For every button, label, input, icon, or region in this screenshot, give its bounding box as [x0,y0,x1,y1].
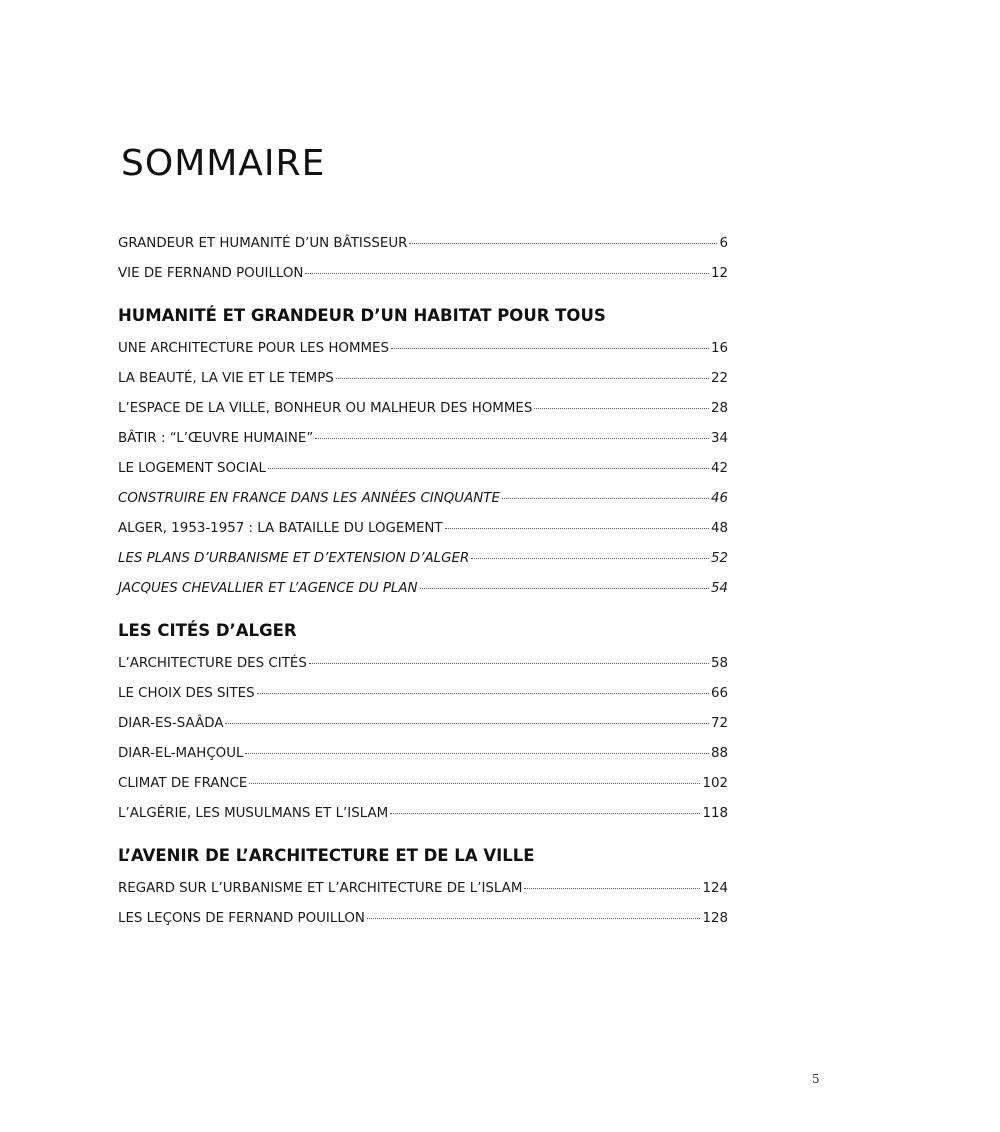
toc-entry-title: CONSTRUIRE EN FRANCE DANS LES ANNÉES CINQUANTE [118,491,500,506]
toc-section [118,301,728,604]
toc-entry-title: L’ARCHITECTURE DES CITÉS [118,656,307,671]
dot-leader [245,753,708,754]
toc-entry [118,544,728,574]
toc-entry [118,574,728,604]
folio-page-number: 5 [812,1072,820,1086]
toc-entry-page: 66 [710,686,728,701]
toc-entry [118,229,728,259]
toc-entry-page: 118 [702,806,728,821]
dot-leader [390,813,700,814]
sections [118,301,728,934]
toc-entry [118,334,728,364]
toc-entry-page: 48 [710,521,728,536]
dot-leader [225,723,708,724]
toc-section [118,616,728,829]
toc-entry-title: DIAR-ES-SAÂDA [118,716,224,731]
toc-entry [118,364,728,394]
toc-entry-title: GRANDEUR ET HUMANITÉ D’UN BÂTISSEUR [118,236,408,251]
dot-leader [534,408,709,409]
toc-entry-page: 58 [710,656,728,671]
toc-entry-page: 34 [710,431,728,446]
dot-leader [249,783,700,784]
section-heading: LES CITÉS D’ALGER [118,621,297,640]
dot-leader [315,438,709,439]
toc-entry [118,484,728,514]
toc-entry [118,394,728,424]
dot-leader [445,528,709,529]
toc-entry-page: 88 [710,746,728,761]
dot-leader [420,588,709,589]
dot-leader [309,663,709,664]
dot-leader [305,273,709,274]
dot-leader [502,498,709,499]
toc-entry [118,874,728,904]
toc-entry [118,904,728,934]
toc-entry-title: JACQUES CHEVALLIER ET L’AGENCE DU PLAN [118,581,418,596]
toc-entry-page: 102 [702,776,728,791]
section-heading: L’AVENIR DE L’ARCHITECTURE ET DE LA VILLE [118,846,535,865]
intro-entries [118,229,728,289]
table-of-contents [118,229,728,934]
toc-entry [118,679,728,709]
dot-leader [471,558,709,559]
dot-leader [391,348,709,349]
section-heading: HUMANITÉ ET GRANDEUR D’UN HABITAT POUR TOUS [118,306,606,325]
toc-entry-title: UNE ARCHITECTURE POUR LES HOMMES [118,341,390,356]
toc-entry-title: BÂTIR : “L’ŒUVRE HUMAINE” [118,431,314,446]
toc-entry-page: 46 [710,491,728,506]
toc-entry-page: 72 [710,716,728,731]
toc-entry-page: 128 [702,911,728,926]
page-title: SOMMAIRE [121,143,326,184]
toc-entry-page: 22 [710,371,728,386]
toc-entry-title: REGARD SUR L’URBANISME ET L’ARCHITECTURE DE L’ISLAM [118,881,523,896]
toc-entry-page: 54 [710,581,728,596]
toc-entry-page: 16 [710,341,728,356]
toc-entry-page: 124 [702,881,728,896]
dot-leader [524,888,700,889]
dot-leader [367,918,701,919]
toc-entry [118,769,728,799]
dot-leader [336,378,709,379]
toc-entry-page: 12 [710,266,728,281]
toc-entry-title: VIE DE FERNAND POUILLON [118,266,304,281]
toc-entry [118,259,728,289]
toc-entry-title: LA BEAUTÉ, LA VIE ET LE TEMPS [118,371,334,386]
dot-leader [268,468,709,469]
toc-entry [118,454,728,484]
toc-entry [118,709,728,739]
toc-entry-page: 52 [710,551,728,566]
toc-entry-title: LE CHOIX DES SITES [118,686,255,701]
toc-entry [118,799,728,829]
toc-entry-title: L’ALGÉRIE, LES MUSULMANS ET L’ISLAM [118,806,389,821]
toc-entry [118,649,728,679]
dot-leader [257,693,709,694]
toc-entry-title: L’ESPACE DE LA VILLE, BONHEUR OU MALHEUR DES HOMMES [118,401,533,416]
toc-entry-page: 42 [710,461,728,476]
toc-entry [118,739,728,769]
toc-entry-title: ALGER, 1953-1957 : LA BATAILLE DU LOGEMENT [118,521,443,536]
toc-entry [118,424,728,454]
toc-entry [118,514,728,544]
toc-entry-page: 6 [719,236,728,251]
toc-entry-title: DIAR-EL-MAHÇOUL [118,746,244,761]
toc-entry-title: CLIMAT DE FRANCE [118,776,248,791]
toc-entry-title: LES LEÇONS DE FERNAND POUILLON [118,911,365,926]
toc-entry-title: LE LOGEMENT SOCIAL [118,461,266,476]
toc-entry-title: LES PLANS D’URBANISME ET D’EXTENSION D’ALGER [118,551,470,566]
toc-section [118,841,728,934]
toc-entry-page: 28 [710,401,728,416]
dot-leader [409,243,717,244]
